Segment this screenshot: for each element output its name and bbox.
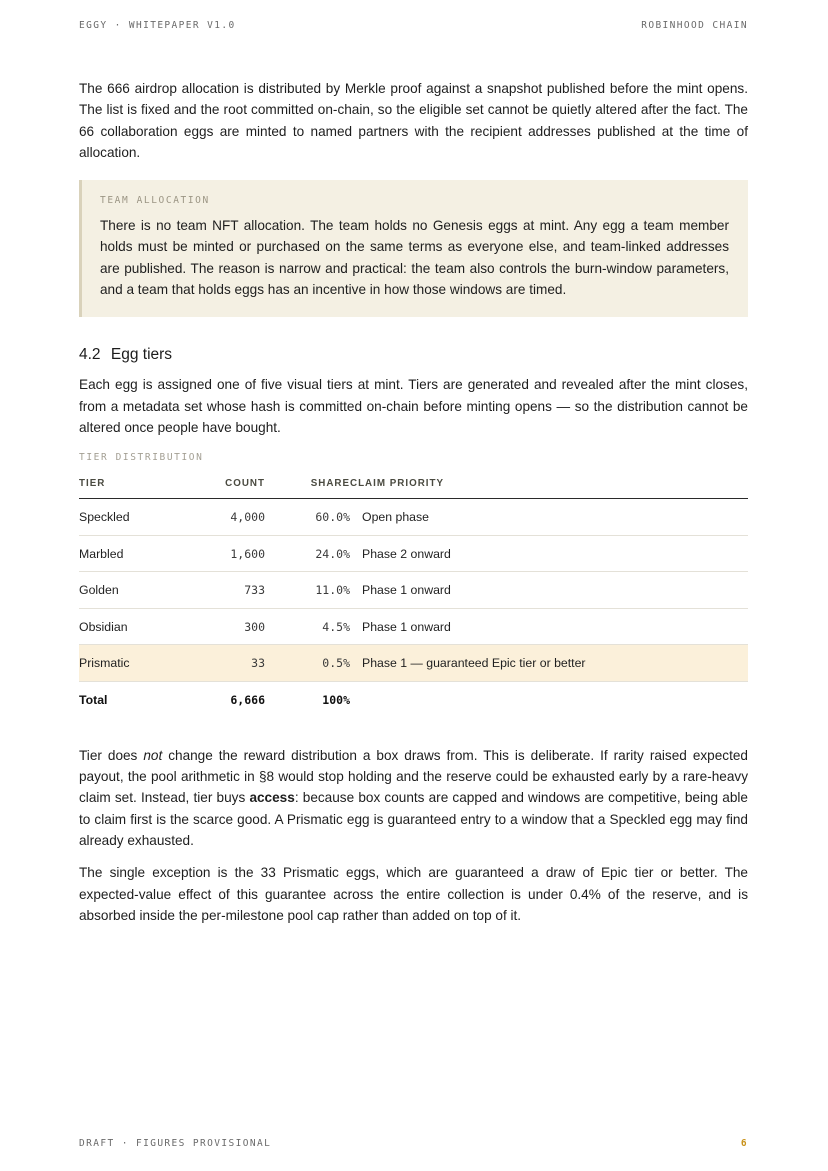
running-header xyxy=(79,20,748,31)
intro-paragraph: The 666 airdrop allocation is distributed by Merkle proof against a snapshot published before the mint opens. The list is fixed and the root committed on-chain, so the eligible set cannot be quietly altered after the fact. The 66 collaboration eggs are minted to named partners with the recipient addresses published at the time of allocation. xyxy=(79,81,748,160)
cell-priority: Open phase xyxy=(350,499,748,536)
cell-count: 4,000 xyxy=(199,499,265,536)
cell-priority: Phase 1 — guaranteed Epic tier or better xyxy=(350,645,748,682)
table-row xyxy=(79,608,748,645)
header-share: SHARE xyxy=(265,473,350,499)
table-row-highlighted xyxy=(79,645,748,682)
table-total-row xyxy=(79,681,748,718)
prismatic-exception-paragraph: The single exception is the 33 Prismatic eggs, which are guaranteed a draw of Epic tier or better. The expected-value effect of this guarantee across the entire collection is under 0.4% of the reserve, and is absorbed inside the per-milestone pool cap rather than added on top of it. xyxy=(79,865,748,923)
header-claim-priority: CLAIM PRIORITY xyxy=(350,473,748,499)
table-caption: TIER DISTRIBUTION xyxy=(79,452,204,464)
section-number: 4.2 xyxy=(79,346,101,364)
header-tier: TIER xyxy=(79,473,199,499)
cell-priority: Phase 2 onward xyxy=(350,535,748,572)
cell-priority: Phase 1 onward xyxy=(350,608,748,645)
cell-tier: Speckled xyxy=(79,499,199,536)
cell-share: 11.0% xyxy=(265,572,350,609)
text-run: : because box counts are capped and windows are competitive, being able to claim first is the scarce good. A Prismatic egg is guaranteed entry to a window that a Speckled egg may find already exhausted. xyxy=(79,790,748,848)
page-content xyxy=(79,78,748,926)
text-run: change the reward distribution a box draws from. This is deliberate. If rarity raised expected payout, the pool arithmetic in §8 would stop holding and the reserve could be exhausted early by a rare-heavy claim set. Instead, tier buys xyxy=(79,747,748,806)
cell-share: 4.5% xyxy=(265,608,350,645)
section-heading xyxy=(79,346,748,364)
cell-tier: Obsidian xyxy=(79,608,199,645)
page-number: 6 xyxy=(740,1138,748,1149)
table-header-row xyxy=(79,473,748,499)
total-label: Total xyxy=(79,692,108,707)
running-footer xyxy=(79,1138,748,1149)
tiers-intro-paragraph: Each egg is assigned one of five visual tiers at mint. Tiers are generated and revealed after the mint closes, from a metadata set whose hash is committed on-chain before minting opens — so the distribution cannot be altered once people have bought. xyxy=(79,377,748,435)
total-share: 100% xyxy=(322,692,350,707)
cell-count: 1,600 xyxy=(199,535,265,572)
team-allocation-callout xyxy=(79,180,748,317)
cell-share: 0.5% xyxy=(265,645,350,682)
table-row xyxy=(79,535,748,572)
cell-tier: Marbled xyxy=(79,535,199,572)
table-row xyxy=(79,499,748,536)
header-chain-name: ROBINHOOD CHAIN xyxy=(641,20,748,31)
cell-priority: Phase 1 onward xyxy=(350,572,748,609)
tier-distribution-table xyxy=(79,473,748,718)
footer-draft-note: DRAFT · FIGURES PROVISIONAL xyxy=(79,1138,272,1149)
table-row xyxy=(79,572,748,609)
cell-share: 24.0% xyxy=(265,535,350,572)
cell-share: 60.0% xyxy=(265,499,350,536)
tier-access-paragraph xyxy=(79,745,748,851)
strong-text: access xyxy=(249,790,295,806)
cell-tier: Golden xyxy=(79,572,199,609)
emphasis-text: not xyxy=(143,747,163,763)
callout-label: TEAM ALLOCATION xyxy=(100,195,210,207)
header-count: COUNT xyxy=(199,473,265,499)
callout-text: There is no team NFT allocation. The team holds no Genesis eggs at mint. Any egg a team member holds must be minted or purchased on the same terms as everyone else, and team-linked addresses are published. The reason is narrow and practical: the team also controls the burn-window parameters, and a team that holds eggs has an incentive in how those windows are timed. xyxy=(100,218,729,298)
text-run: Tier does xyxy=(79,747,144,763)
header-doc-title: EGGY · WHITEPAPER V1.0 xyxy=(79,20,236,31)
cell-count: 300 xyxy=(199,608,265,645)
cell-count: 733 xyxy=(199,572,265,609)
section-title: Egg tiers xyxy=(110,346,173,364)
cell-count: 33 xyxy=(199,645,265,682)
total-priority xyxy=(350,681,748,718)
total-count: 6,666 xyxy=(230,692,265,707)
cell-tier: Prismatic xyxy=(79,645,199,682)
